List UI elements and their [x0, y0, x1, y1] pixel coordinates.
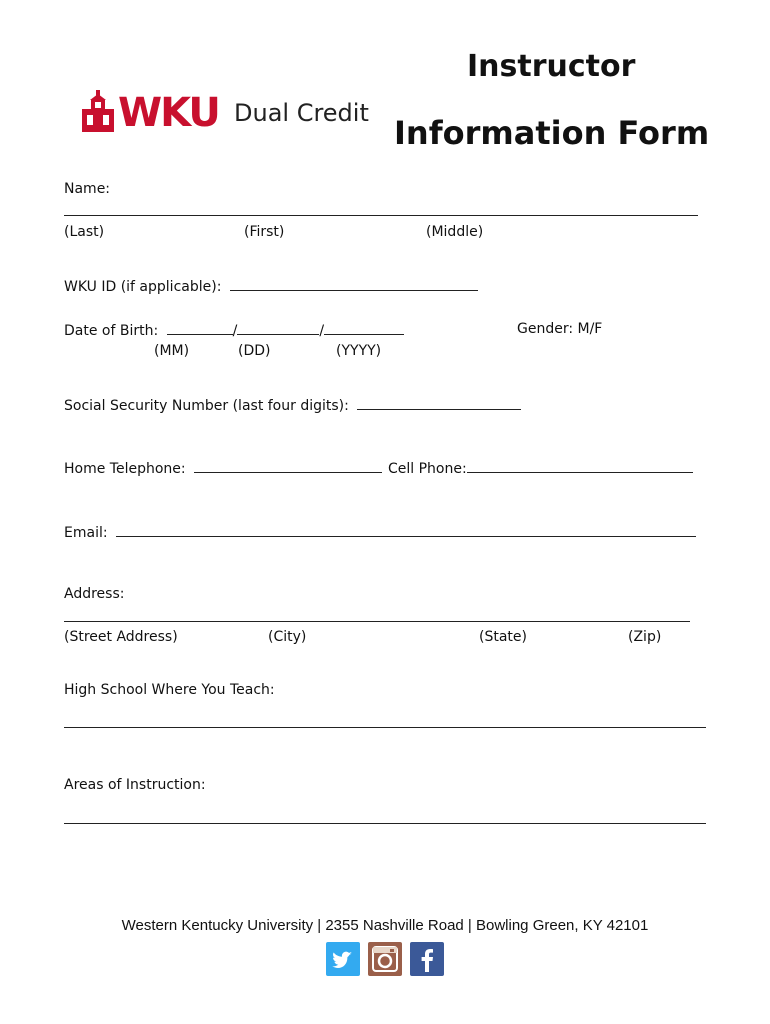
instagram-icon[interactable]: [368, 942, 402, 976]
gender-label[interactable]: Gender: M/F: [517, 321, 603, 337]
dob-year-field[interactable]: [324, 320, 404, 335]
logo-wordmark: WKU: [118, 90, 219, 136]
address-field[interactable]: [64, 621, 690, 622]
name-field[interactable]: [64, 215, 698, 216]
name-middle-caption: (Middle): [426, 224, 484, 240]
dob-label: Date of Birth:: [64, 323, 159, 339]
footer-address: Western Kentucky University | 2355 Nashville Road | Bowling Green, KY 42101: [121, 917, 649, 934]
name-first-caption: (First): [244, 224, 285, 240]
name-last-caption: (Last): [64, 224, 105, 240]
form-title-line1: Instructor: [467, 49, 636, 84]
home-phone-label: Home Telephone:: [64, 461, 186, 477]
form-title-line2: Information Form: [394, 114, 710, 152]
high-school-field[interactable]: [64, 727, 706, 728]
address-zip-caption: (Zip): [628, 629, 662, 645]
home-phone-field[interactable]: [194, 458, 382, 473]
wku-dual-credit-logo: [82, 90, 372, 138]
dob-yyyy-caption: (YYYY): [336, 343, 382, 359]
areas-of-instruction-field[interactable]: [64, 823, 706, 824]
wku-id-label: WKU ID (if applicable):: [64, 279, 222, 295]
wku-id-field[interactable]: [230, 276, 478, 291]
address-city-caption: (City): [268, 629, 307, 645]
cell-phone-label: Cell Phone:: [388, 461, 467, 477]
address-street-caption: (Street Address): [64, 629, 178, 645]
cell-phone-field[interactable]: [467, 458, 693, 473]
dob-row: [64, 320, 404, 340]
email-label: Email:: [64, 525, 108, 541]
dob-separator: /: [319, 323, 325, 339]
high-school-label: High School Where You Teach:: [64, 682, 275, 698]
name-label: Name:: [64, 181, 111, 197]
areas-of-instruction-label: Areas of Instruction:: [64, 777, 206, 793]
cell-phone-row: [388, 458, 693, 478]
dob-mm-caption: (MM): [154, 343, 190, 359]
logo-subtitle: Dual Credit: [234, 99, 369, 127]
ssn-row: [64, 395, 521, 415]
dob-day-field[interactable]: [237, 320, 319, 335]
wku-id-row: [64, 276, 478, 296]
address-label: Address:: [64, 586, 125, 602]
home-phone-row: [64, 458, 382, 478]
email-field[interactable]: [116, 522, 696, 537]
facebook-icon[interactable]: [410, 942, 444, 976]
address-state-caption: (State): [479, 629, 527, 645]
ssn-field[interactable]: [357, 395, 521, 410]
cupola-icon: [82, 90, 114, 132]
dob-month-field[interactable]: [167, 320, 233, 335]
email-row: [64, 522, 696, 542]
ssn-label: Social Security Number (last four digits):: [64, 398, 349, 414]
dob-dd-caption: (DD): [238, 343, 271, 359]
twitter-icon[interactable]: [326, 942, 360, 976]
dob-separator: /: [232, 323, 238, 339]
